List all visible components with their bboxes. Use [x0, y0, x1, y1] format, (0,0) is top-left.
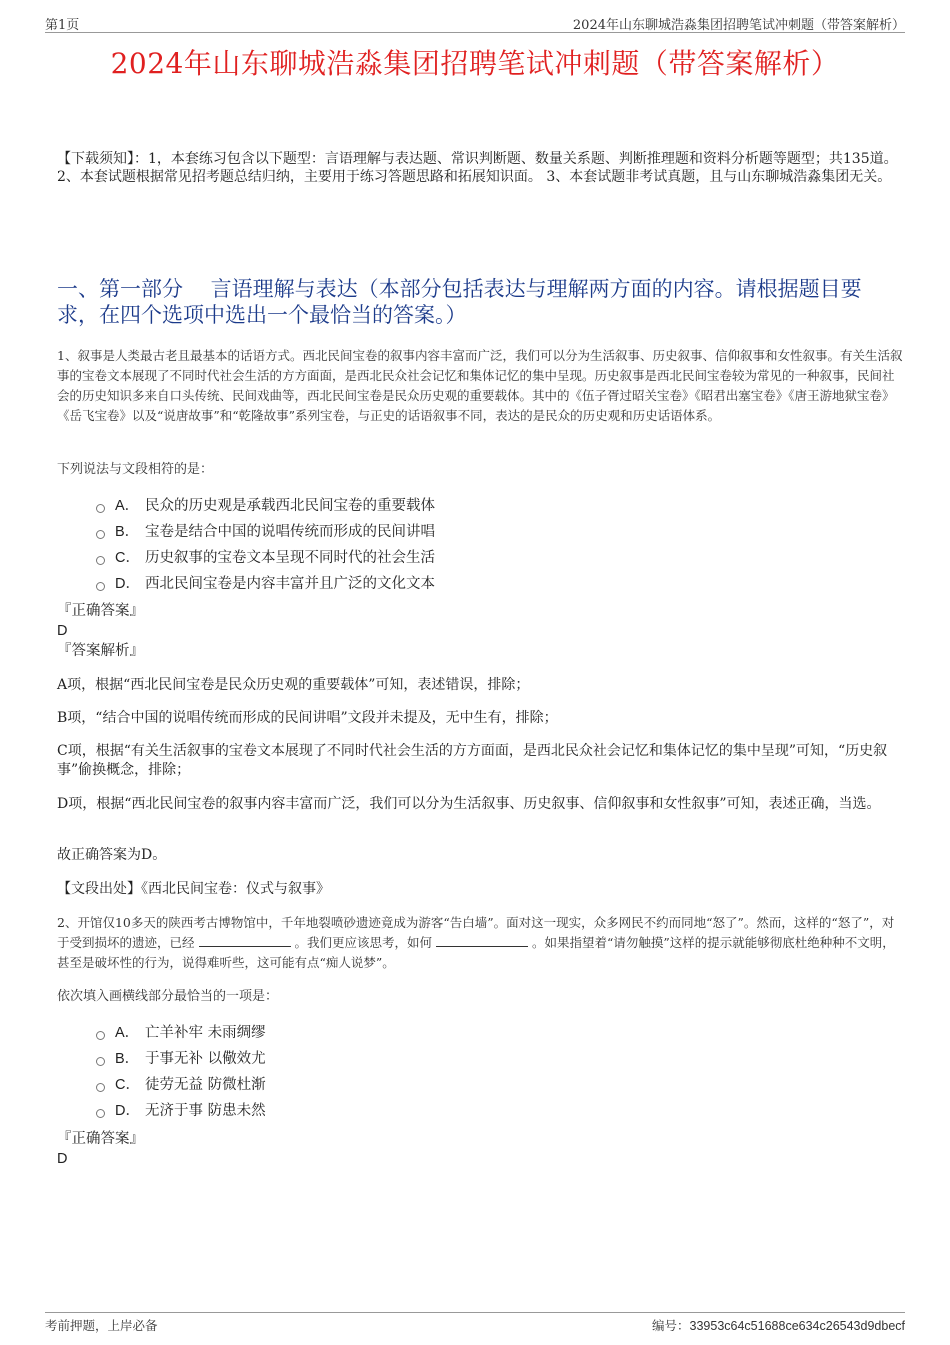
footer-code-value: 33953c64c51688ce634c26543d9dbecf	[689, 1319, 905, 1333]
fill-blank-1	[199, 934, 291, 947]
document-title: 2024年山东聊城浩淼集团招聘笔试冲刺题（带答案解析）	[110, 47, 840, 80]
radio-icon[interactable]	[96, 530, 105, 539]
footer-slogan: 考前押题，上岸必备	[45, 1318, 158, 1333]
footer-code-label: 编号：	[652, 1318, 690, 1333]
option-b[interactable]	[96, 1046, 596, 1072]
option-text: 西北民间宝卷是内容丰富并且广泛的文化文本	[145, 576, 435, 592]
option-d[interactable]	[96, 571, 596, 597]
stem-text: 。如果指望着“请勿触摸”这样的提示就能够彻底杜绝种种不文明，甚至是破坏性的行为，说得难听些，这可能有点“痴人说梦”。	[57, 935, 895, 970]
option-letter: C．	[115, 1077, 140, 1093]
option-letter: B．	[115, 1051, 140, 1067]
option-text: 宝卷是结合中国的说唱传统而形成的民间讲唱	[145, 524, 435, 540]
question-1-options	[96, 493, 596, 597]
header-doc-name: 2024年山东聊城浩淼集团招聘笔试冲刺题（带答案解析）	[572, 18, 905, 33]
analysis-label: 『答案解析』	[57, 643, 144, 659]
question-2-prompt: 依次填入画横线部分最恰当的一项是：	[57, 989, 279, 1004]
option-letter: A．	[115, 498, 140, 514]
radio-icon[interactable]	[96, 1109, 105, 1118]
option-text: 民众的历史观是承载西北民间宝卷的重要载体	[145, 498, 435, 514]
passage-source: 【文段出处】《西北民间宝卷：仪式与叙事》	[57, 881, 330, 897]
stem-text: 2、开馆仅10多天的陕西考古博物馆中，千年地裂喷砂遗迹竟成为游客“告白墙”。面对这一现实，众多网民不约而同地“怒了”。然而，这样的“怒了”，对于受到损坏的遗迹，已经	[57, 915, 895, 950]
radio-icon[interactable]	[96, 504, 105, 513]
option-a[interactable]	[96, 493, 596, 519]
analysis-conclusion: 故正确答案为D。	[57, 847, 167, 863]
option-d[interactable]	[96, 1098, 596, 1124]
analysis-c: C项，根据“有关生活叙事的宝卷文本展现了不同时代社会生活的方方面面，是西北民众社会记忆和集体记忆的集中呈现”可知，“历史叙事”偷换概念，排除；	[57, 743, 888, 778]
page-number: 第1页	[45, 18, 80, 33]
option-c[interactable]	[96, 1072, 596, 1098]
analysis-a: A项，根据“西北民间宝卷是民众历史观的重要载体”可知，表述错误，排除；	[57, 677, 530, 693]
option-b[interactable]	[96, 519, 596, 545]
option-letter: B．	[115, 524, 140, 540]
correct-answer-label: 『正确答案』	[57, 1131, 144, 1147]
radio-icon[interactable]	[96, 556, 105, 565]
option-letter: A．	[115, 1025, 140, 1041]
option-text: 亡羊补牢 未雨绸缪	[145, 1025, 266, 1041]
question-2-options	[96, 1020, 596, 1124]
stem-text: 。我们更应该思考，如何	[294, 935, 432, 950]
option-text: 徒劳无益 防微杜渐	[145, 1077, 266, 1093]
option-a[interactable]	[96, 1020, 596, 1046]
option-text: 无济于事 防患未然	[145, 1103, 266, 1119]
download-notice: 【下载须知】：1，本套练习包含以下题型：言语理解与表达题、常识判断题、数量关系题、判断推理题和资料分析题等题型；共135道。 2、本套试题根据常见招考题总结归纳，主要用于练习答题思路和拓展知识面。 3、本套试题非考试真题，且与山东聊城浩淼集团无关。	[57, 151, 898, 185]
page-header	[45, 14, 905, 33]
option-c[interactable]	[96, 545, 596, 571]
option-letter: D．	[115, 576, 140, 592]
option-text: 于事无补 以儆效尤	[145, 1051, 266, 1067]
question-1-stem: 1、叙事是人类最古老且最基本的话语方式。西北民间宝卷的叙事内容丰富而广泛，我们可以分为生活叙事、历史叙事、信仰叙事和女性叙事。有关生活叙事的宝卷文本展现了不同时代社会生活的方方面面，是西北民众社会记忆和集体记忆的集中呈现。历史叙事是西北民间宝卷较为常见的一种叙事，民间社会的历史知识多来自口头传统、民间戏曲等，西北民间宝卷是民众历史观的重要载体。其中的《伍子胥过昭关宝卷》《昭君出塞宝卷》《唐王游地狱宝卷》《岳飞宝卷》以及“说唐故事”和“乾隆故事”系列宝卷，与正史的话语叙事不同，表达的是民众的历史观和历史话语体系。	[57, 348, 903, 423]
radio-icon[interactable]	[96, 1031, 105, 1040]
section-heading: 一、第一部分 言语理解与表达（本部分包括表达与理解两方面的内容。请根据题目要求，在四个选项中选出一个最恰当的答案。）	[57, 277, 862, 327]
option-letter: C．	[115, 550, 140, 566]
radio-icon[interactable]	[96, 582, 105, 591]
correct-answer: D	[57, 623, 68, 639]
fill-blank-2	[436, 934, 528, 947]
analysis-d: D项，根据“西北民间宝卷的叙事内容丰富而广泛，我们可以分为生活叙事、历史叙事、信仰叙事和女性叙事”可知，表述正确，当选。	[57, 796, 881, 812]
radio-icon[interactable]	[96, 1083, 105, 1092]
correct-answer-label: 『正确答案』	[57, 603, 144, 619]
footer-doc-code	[652, 1316, 905, 1334]
footer-divider	[45, 1312, 905, 1313]
question-2-stem	[57, 913, 903, 973]
option-letter: D．	[115, 1103, 140, 1119]
option-text: 历史叙事的宝卷文本呈现不同时代的社会生活	[145, 550, 435, 566]
question-1-prompt: 下列说法与文段相符的是：	[57, 462, 214, 477]
correct-answer: D	[57, 1151, 68, 1167]
analysis-b: B项，“结合中国的说唱传统而形成的民间讲唱”文段并未提及，无中生有，排除；	[57, 710, 558, 726]
radio-icon[interactable]	[96, 1057, 105, 1066]
